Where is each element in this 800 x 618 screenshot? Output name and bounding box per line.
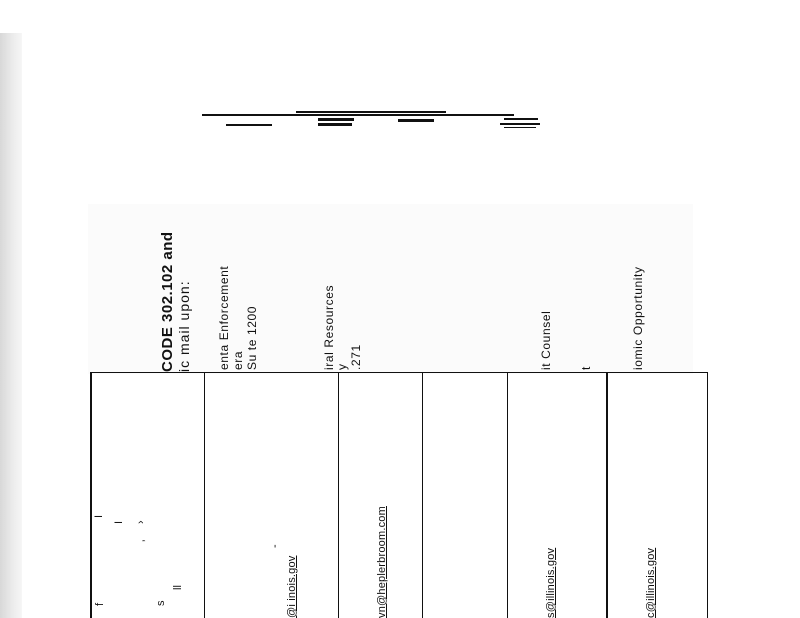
col2-line2: y <box>335 363 349 370</box>
col4-line1: it Counsel <box>539 310 553 370</box>
heading-line-2: ic mail upon: <box>176 280 192 372</box>
frag-i2: I <box>113 520 125 524</box>
col2-email-link[interactable]: vn@heplerbroom.com <box>376 506 388 618</box>
col2-line3: .271 <box>349 344 363 370</box>
col1-line1: enta Enforcement <box>217 265 231 370</box>
frag-f: f <box>94 602 106 606</box>
frag-mark2: ’ <box>141 539 153 542</box>
col5-line1: iomic Opportunity <box>631 266 645 370</box>
col4-line2: t <box>579 366 593 370</box>
col5-email-link[interactable]: c@illinois.gov <box>645 547 657 618</box>
frag-mark3: - <box>269 544 281 548</box>
col4-email-link[interactable]: s@illinois.gov <box>545 547 557 618</box>
col1-line2: era <box>231 350 245 370</box>
frag-i1: I <box>93 514 105 518</box>
col1-email-link[interactable]: @i inois.gov <box>286 555 298 618</box>
frag-mark1: › <box>135 520 147 524</box>
heading-line-1: CODE 302.102 and <box>159 231 176 372</box>
frag-s: s <box>155 600 167 606</box>
col2-line1: iral Resources <box>322 284 336 370</box>
frag-ll: ll <box>172 585 184 590</box>
scanner-edge <box>0 33 22 618</box>
col1-line3: Su te 1200 <box>245 305 259 370</box>
